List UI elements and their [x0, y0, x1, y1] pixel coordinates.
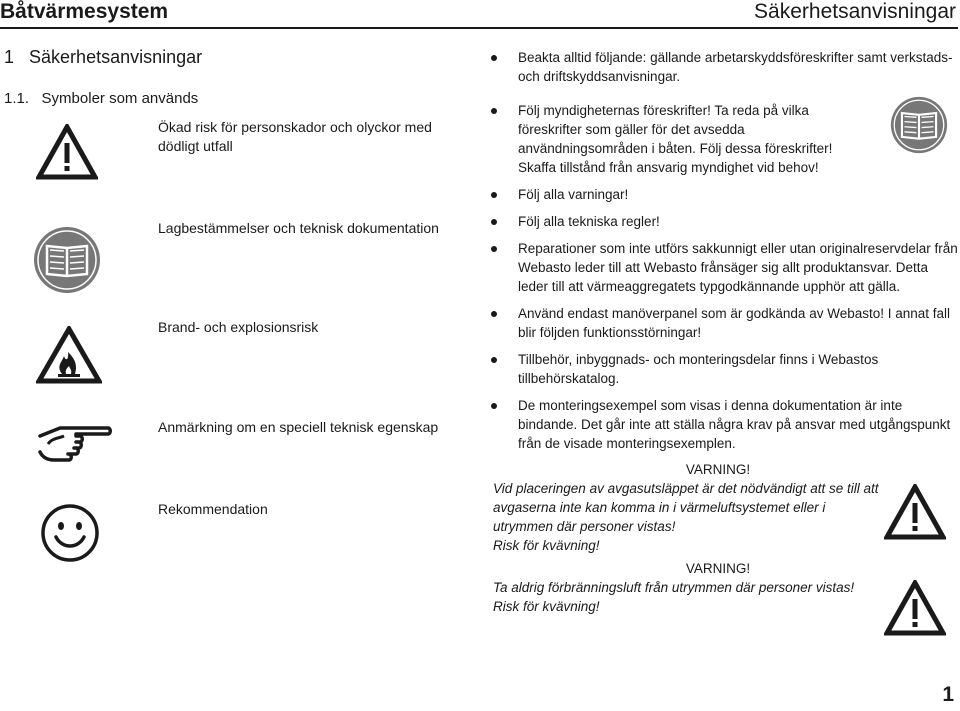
list-item: Reparationer som inte utförs sakkunnigt eller utan originalreservdelar från Webasto leder till att Webasto frånsäger sig allt produktansvar. Detta leder till att värmeaggregatets typgodkännande upphör att gälla. — [489, 239, 959, 296]
warning-text: Ta aldrig förbränningsluft från utrymmen där personer vistas! — [493, 580, 855, 595]
book-icon — [33, 226, 101, 294]
symbol-text-recommendation: Rekommendation — [158, 501, 268, 517]
section-title: Säkerhetsanvisningar — [29, 47, 203, 67]
list-item: Använd endast manöverpanel som är godkända av Webasto! I annat fall blir följden funktionsstörningar! — [489, 304, 959, 342]
symbol-text-documentation: Lagbestämmelser och teknisk dokumentation — [158, 220, 439, 236]
warning-block — [493, 460, 883, 555]
symbol-text-fire: Brand- och explosionsrisk — [158, 319, 319, 335]
book-icon — [890, 96, 948, 154]
warning-triangle-icon — [884, 580, 946, 636]
smiley-icon — [40, 503, 100, 563]
warning-risk: Risk för kvävning! — [493, 538, 600, 553]
list-item: De monteringsexempel som visas i denna dokumentation är inte bindande. Det går inte att ställa några krav på ansvar med utgångspunkt från de visade monteringsexemplen. — [489, 396, 959, 453]
warning-title: VARNING! — [685, 561, 751, 576]
symbol-text-technical-note: Anmärkning om en speciell teknisk egenskap — [158, 419, 439, 435]
page-number: 1 — [942, 683, 954, 706]
section-number: 1 — [4, 47, 15, 67]
list-item: Följ myndigheternas föreskrifter! Ta reda på vilka föreskrifter som gäller för det avsedda användningsområden i båten. Följ dessa föreskrifter! Skaffa tillstånd från ansvarig myndighet vid behov! — [489, 101, 853, 177]
list-item: Beakta alltid följande: gällande arbetarskyddsföreskrifter samt verkstads- och driftskyddsanvisningar. — [489, 48, 959, 86]
warning-risk: Risk för kvävning! — [493, 599, 600, 614]
warning-triangle-icon — [36, 124, 98, 180]
list-item: Följ alla varningar! — [489, 185, 959, 204]
header-title: Båtvärmesystem — [0, 0, 169, 23]
header-section: Säkerhetsanvisningar — [754, 0, 956, 23]
list-item: Följ alla tekniska regler! — [489, 212, 959, 231]
warning-triangle-icon — [884, 484, 946, 540]
subsection-number: 1.1. — [4, 90, 30, 107]
section-heading — [4, 47, 202, 68]
subsection-title: Symboler som används — [41, 90, 199, 107]
fire-warning-icon — [36, 326, 102, 384]
warning-text: Vid placeringen av avgasutsläppet är det nödvändigt att se till att avgaserna inte kan komma in i värmeluftsystemet eller i utrymmen där personer vistas! — [493, 481, 879, 534]
header-rule — [0, 27, 958, 29]
list-item: Tillbehör, inbyggnads- och monteringsdelar finns i Webastos tillbehörskatalog. — [489, 350, 959, 388]
subsection-heading — [4, 90, 198, 107]
pointing-hand-icon — [36, 418, 112, 468]
warning-block — [493, 559, 883, 616]
warning-title: VARNING! — [685, 462, 751, 477]
symbol-text-danger: Ökad risk för personskador och olyckor med dödligt utfall — [158, 119, 432, 154]
safety-bullet-list — [489, 48, 959, 453]
